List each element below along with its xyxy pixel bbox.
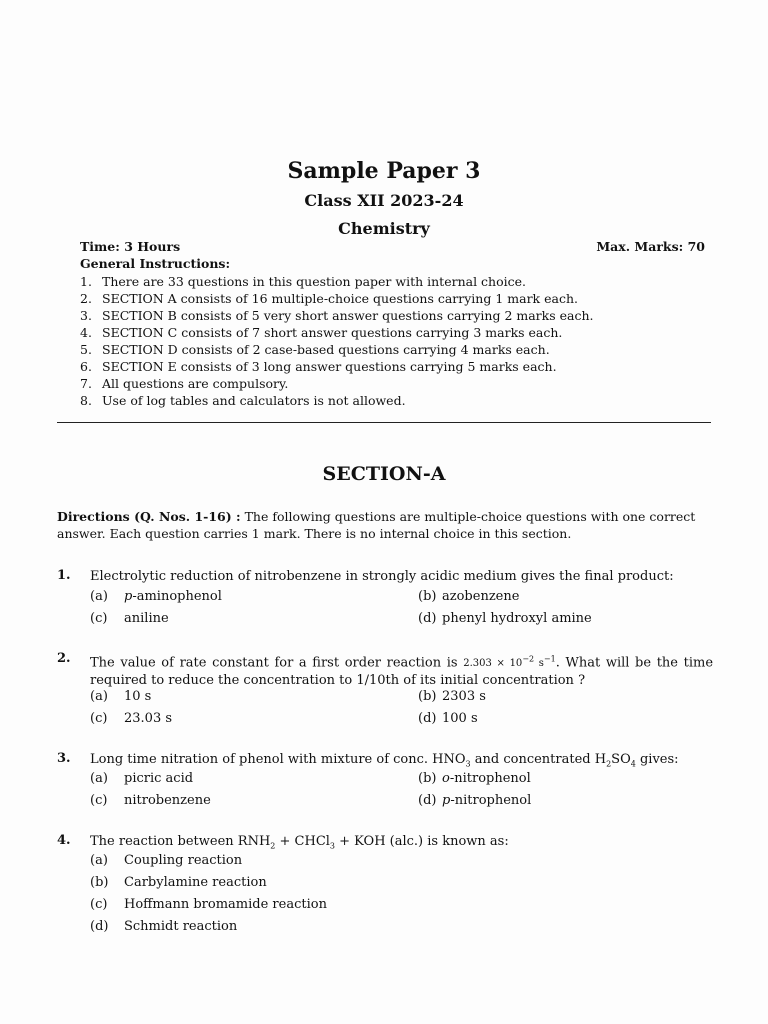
option-label: (c) bbox=[90, 711, 108, 726]
question-text-part: Long time nitration of phenol with mixture of conc. HNO bbox=[90, 752, 466, 767]
option-label: (d) bbox=[90, 919, 109, 934]
option-label: (b) bbox=[418, 689, 437, 704]
option-text: Schmidt reaction bbox=[124, 919, 238, 934]
instruction-item bbox=[80, 324, 594, 341]
rate-constant-exponent: −2 bbox=[522, 655, 535, 664]
instruction-item bbox=[80, 290, 594, 307]
option-label: (c) bbox=[90, 793, 108, 808]
option-label: (d) bbox=[418, 611, 437, 626]
subscript: 2 bbox=[606, 759, 612, 769]
class-line: Class XII 2023-24 bbox=[304, 191, 464, 210]
instruction-number: 2. bbox=[80, 291, 92, 306]
question-text-part: . What will be the time required to reduce the concentration to 1/10th of its initial concentration ? bbox=[90, 655, 714, 689]
option-text: -nitrophenol bbox=[449, 771, 531, 786]
rate-constant-unit-exponent: −1 bbox=[543, 655, 556, 664]
instruction-item bbox=[80, 358, 594, 375]
question-text: Electrolytic reduction of nitrobenzene in strongly acidic medium gives the final product: bbox=[90, 569, 674, 584]
instruction-text: SECTION D consists of 2 case-based questions carrying 4 marks each. bbox=[102, 342, 550, 357]
instruction-number: 3. bbox=[80, 308, 92, 323]
option-c[interactable] bbox=[90, 897, 327, 912]
paper-title: Sample Paper 3 bbox=[287, 158, 481, 184]
rate-constant-unit: s bbox=[534, 658, 544, 670]
question-text bbox=[90, 833, 713, 855]
option-c[interactable] bbox=[90, 711, 172, 726]
option-b[interactable] bbox=[418, 689, 486, 704]
question-number: 1. bbox=[57, 568, 71, 583]
option-text: Hoffmann bromamide reaction bbox=[124, 897, 327, 912]
option-text: Carbylamine reaction bbox=[124, 875, 267, 890]
max-marks: Max. Marks: 70 bbox=[596, 239, 705, 254]
question-4 bbox=[57, 833, 717, 943]
option-prefix: p bbox=[442, 793, 451, 808]
option-c[interactable] bbox=[90, 611, 169, 626]
option-text: nitrobenzene bbox=[124, 793, 211, 808]
option-b[interactable] bbox=[418, 589, 519, 604]
question-1 bbox=[57, 568, 717, 630]
subscript: 2 bbox=[270, 841, 276, 851]
question-text-part: and concentrated H bbox=[470, 752, 607, 767]
instruction-item bbox=[80, 307, 594, 324]
option-label: (b) bbox=[418, 771, 437, 786]
instruction-text: All questions are compulsory. bbox=[102, 376, 289, 391]
instruction-text: SECTION A consists of 16 multiple-choice questions carrying 1 mark each. bbox=[102, 291, 578, 306]
option-label: (b) bbox=[90, 875, 109, 890]
option-b[interactable] bbox=[418, 771, 531, 786]
option-label: (a) bbox=[90, 589, 108, 604]
option-label: (d) bbox=[418, 711, 437, 726]
question-text-part: gives: bbox=[635, 752, 679, 767]
instruction-text: There are 33 questions in this question paper with internal choice. bbox=[102, 274, 526, 289]
instruction-number: 4. bbox=[80, 325, 92, 340]
instruction-number: 5. bbox=[80, 342, 92, 357]
instruction-text: Use of log tables and calculators is not allowed. bbox=[102, 393, 406, 408]
section-directions bbox=[57, 508, 717, 542]
option-text: picric acid bbox=[124, 771, 194, 786]
option-d[interactable] bbox=[418, 711, 478, 726]
option-a[interactable] bbox=[90, 689, 151, 704]
question-text-part: The reaction between RNH bbox=[90, 834, 271, 849]
instruction-text: SECTION E consists of 3 long answer questions carrying 5 marks each. bbox=[102, 359, 557, 374]
directions-label: Directions (Q. Nos. 1-16) : bbox=[57, 509, 241, 524]
option-text: -aminophenol bbox=[132, 589, 222, 604]
option-text: 2303 s bbox=[442, 689, 486, 704]
question-text-part: SO bbox=[611, 752, 631, 767]
option-label: (d) bbox=[418, 793, 437, 808]
instruction-text: SECTION B consists of 5 very short answer questions carrying 2 marks each. bbox=[102, 308, 594, 323]
option-d[interactable] bbox=[418, 793, 531, 808]
instruction-number: 7. bbox=[80, 376, 92, 391]
divider-line bbox=[57, 422, 711, 423]
question-number: 2. bbox=[57, 651, 71, 666]
instruction-text: SECTION C consists of 7 short answer questions carrying 3 marks each. bbox=[102, 325, 563, 340]
subscript: 3 bbox=[465, 759, 471, 769]
instructions-heading: General Instructions: bbox=[80, 256, 231, 271]
option-text: 23.03 s bbox=[124, 711, 173, 726]
instruction-item bbox=[80, 341, 594, 358]
question-text-part: The value of rate constant for a first order reaction is bbox=[90, 655, 464, 671]
option-prefix: o bbox=[442, 771, 450, 786]
rate-constant-value bbox=[463, 655, 556, 670]
instruction-number: 6. bbox=[80, 359, 92, 374]
option-label: (c) bbox=[90, 897, 108, 912]
question-number: 3. bbox=[57, 751, 71, 766]
option-text: -nitrophenol bbox=[450, 793, 532, 808]
section-heading: SECTION-A bbox=[322, 463, 446, 485]
question-2 bbox=[57, 651, 717, 731]
question-text-part: + KOH (alc.) is known as: bbox=[335, 834, 509, 849]
rate-constant-mantissa: 2.303 × 10 bbox=[463, 658, 523, 670]
instruction-item bbox=[80, 273, 594, 290]
subscript: 4 bbox=[630, 759, 636, 769]
option-prefix: p bbox=[124, 589, 133, 604]
question-number: 4. bbox=[57, 833, 71, 848]
instruction-item bbox=[80, 375, 594, 392]
option-c[interactable] bbox=[90, 793, 211, 808]
option-a[interactable] bbox=[90, 853, 242, 868]
question-3 bbox=[57, 751, 717, 813]
option-label: (a) bbox=[90, 853, 108, 868]
option-b[interactable] bbox=[90, 875, 267, 890]
option-label: (b) bbox=[418, 589, 437, 604]
instruction-number: 8. bbox=[80, 393, 92, 408]
option-text: phenyl hydroxyl amine bbox=[442, 611, 592, 626]
option-text: Coupling reaction bbox=[124, 853, 243, 868]
option-label: (c) bbox=[90, 611, 108, 626]
directions-text: The following questions are multiple-choice questions with one correct answer. Each question carries 1 mark. There is no internal choice in this section. bbox=[57, 509, 696, 541]
subscript: 3 bbox=[329, 841, 336, 851]
time-allowed: Time: 3 Hours bbox=[80, 239, 181, 254]
subject-title: Chemistry bbox=[338, 219, 430, 238]
option-text: azobenzene bbox=[442, 589, 520, 604]
option-d[interactable] bbox=[418, 611, 592, 626]
option-text: 10 s bbox=[124, 689, 152, 704]
option-text: aniline bbox=[124, 611, 169, 626]
option-a[interactable] bbox=[90, 589, 222, 604]
question-text bbox=[90, 751, 713, 773]
instruction-number: 1. bbox=[80, 274, 92, 289]
option-d[interactable] bbox=[90, 919, 237, 934]
option-text: 100 s bbox=[442, 711, 478, 726]
question-text-part: + CHCl bbox=[275, 834, 330, 849]
question-text bbox=[90, 651, 713, 689]
instructions-list bbox=[80, 273, 594, 409]
option-label: (a) bbox=[90, 771, 108, 786]
instruction-item bbox=[80, 392, 594, 409]
option-label: (a) bbox=[90, 689, 108, 704]
option-a[interactable] bbox=[90, 771, 193, 786]
